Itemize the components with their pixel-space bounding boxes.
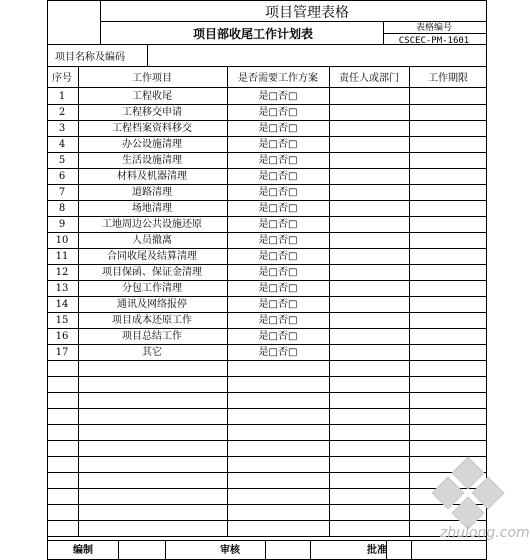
row-work-item: 合同收尾及结算清理 <box>107 251 197 262</box>
table-rule <box>47 136 487 137</box>
row-plan-choice: 是□否□ <box>258 219 298 230</box>
table-rule <box>47 504 487 505</box>
table-rule <box>47 488 487 489</box>
table-rule <box>100 21 486 22</box>
col-header-deadline: 工作期限 <box>428 73 468 84</box>
row-plan-choice: 是□否□ <box>258 251 298 262</box>
row-plan-choice: 是□否□ <box>258 187 298 198</box>
table-rule <box>47 312 487 313</box>
footer-review: 审核 <box>220 545 240 556</box>
table-rule <box>47 232 487 233</box>
table-rule <box>47 87 487 88</box>
table-rule <box>47 520 487 521</box>
table-rule <box>47 216 487 217</box>
table-rule <box>47 408 487 409</box>
col-header-owner: 责任人或部门 <box>339 73 399 84</box>
row-work-item: 项目成本还原工作 <box>112 315 192 326</box>
table-rule <box>383 33 486 34</box>
table-rule <box>47 104 487 105</box>
row-number: 7 <box>58 187 66 198</box>
table-rule <box>165 540 166 560</box>
row-number: 1 <box>58 91 66 102</box>
row-work-item: 通讯及网络报停 <box>117 299 187 310</box>
table-rule <box>47 472 487 473</box>
table-rule <box>118 540 119 560</box>
row-work-item: 生活设施清理 <box>122 155 182 166</box>
col-header-no: 序号 <box>52 73 72 84</box>
table-rule <box>47 152 487 153</box>
row-work-item: 场地清理 <box>132 203 172 214</box>
table-rule <box>147 44 148 66</box>
table-rule <box>47 540 487 541</box>
table-rule <box>47 200 487 201</box>
table-rule <box>47 376 487 377</box>
row-work-item: 其它 <box>142 347 162 358</box>
row-work-item: 项目总结工作 <box>122 331 182 342</box>
form-sheet <box>47 0 487 560</box>
table-rule <box>47 280 487 281</box>
row-work-item: 材料及机器清理 <box>117 171 187 182</box>
table-rule <box>47 66 487 67</box>
table-rule <box>100 0 101 44</box>
row-plan-choice: 是□否□ <box>258 155 298 166</box>
row-number: 14 <box>55 299 69 310</box>
row-number: 16 <box>55 331 69 342</box>
table-rule <box>47 392 487 393</box>
row-plan-choice: 是□否□ <box>258 139 298 150</box>
row-plan-choice: 是□否□ <box>258 299 298 310</box>
row-plan-choice: 是□否□ <box>258 347 298 358</box>
table-rule <box>47 168 487 169</box>
row-plan-choice: 是□否□ <box>258 331 298 342</box>
row-work-item: 道路清理 <box>132 187 172 198</box>
row-number: 13 <box>55 283 69 294</box>
table-rule <box>47 184 487 185</box>
table-rule <box>47 120 487 121</box>
row-number: 12 <box>55 267 69 278</box>
row-work-item: 人员撤离 <box>132 235 172 246</box>
table-rule <box>47 328 487 329</box>
row-number: 4 <box>58 139 66 150</box>
footer-compile: 编制 <box>73 545 93 556</box>
form-number-label: 表格编号 <box>415 23 453 33</box>
table-rule <box>47 264 487 265</box>
row-work-item: 工程档案资料移交 <box>112 123 192 134</box>
row-number: 5 <box>58 155 66 166</box>
row-work-item: 分包工作清理 <box>122 283 182 294</box>
footer-approve: 批准 <box>367 545 387 556</box>
row-plan-choice: 是□否□ <box>258 315 298 326</box>
row-plan-choice: 是□否□ <box>258 123 298 134</box>
row-plan-choice: 是□否□ <box>258 203 298 214</box>
row-plan-choice: 是□否□ <box>258 235 298 246</box>
main-title: 项目管理表格 <box>265 5 349 21</box>
row-plan-choice: 是□否□ <box>258 91 298 102</box>
row-number: 2 <box>58 107 66 118</box>
row-plan-choice: 是□否□ <box>258 267 298 278</box>
form-number: CSCEC-PM-1601 <box>398 36 470 46</box>
table-rule <box>47 424 487 425</box>
row-number: 17 <box>55 347 69 358</box>
table-rule <box>411 540 412 560</box>
table-rule <box>47 456 487 457</box>
row-work-item: 工程移交申请 <box>122 107 182 118</box>
table-rule <box>47 344 487 345</box>
row-work-item: 办公设施清理 <box>122 139 182 150</box>
project-name-label: 项目名称及编码 <box>55 52 125 63</box>
row-plan-choice: 是□否□ <box>258 107 298 118</box>
table-rule <box>47 440 487 441</box>
row-number: 9 <box>58 219 66 230</box>
table-rule <box>47 360 487 361</box>
row-work-item: 项目保函、保证金清理 <box>102 267 202 278</box>
watermark-text: zhulong.com <box>440 525 530 541</box>
row-work-item: 工地周边公共设施还原 <box>102 219 202 230</box>
row-number: 11 <box>55 251 69 262</box>
row-number: 15 <box>55 315 69 326</box>
table-rule <box>47 248 487 249</box>
sub-title: 项目部收尾工作计划表 <box>192 27 314 41</box>
col-header-plan: 是否需要工作方案 <box>238 73 318 84</box>
row-number: 6 <box>58 171 66 182</box>
row-number: 8 <box>58 203 66 214</box>
table-rule <box>265 540 266 560</box>
col-header-item: 工作项目 <box>132 73 172 84</box>
table-rule <box>47 296 487 297</box>
table-rule <box>47 536 487 537</box>
table-rule <box>47 0 487 1</box>
row-number: 3 <box>58 123 66 134</box>
row-work-item: 工程收尾 <box>132 91 172 102</box>
row-plan-choice: 是□否□ <box>258 171 298 182</box>
row-number: 10 <box>55 235 69 246</box>
table-rule <box>310 540 311 560</box>
row-plan-choice: 是□否□ <box>258 283 298 294</box>
